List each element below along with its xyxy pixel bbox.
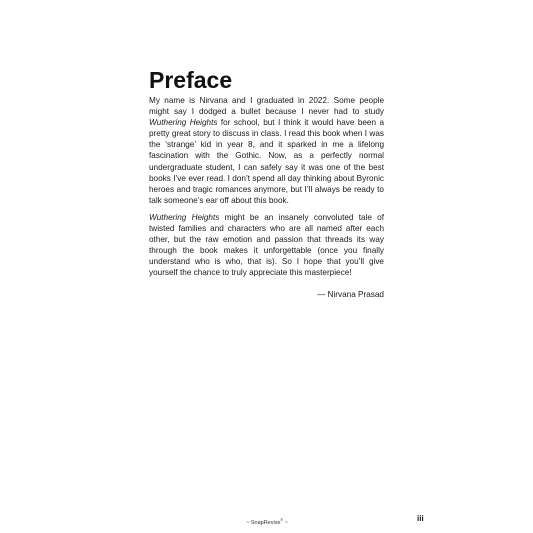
registered-mark: ® <box>280 518 284 522</box>
book-title: Wuthering Heights <box>149 212 220 222</box>
preface-paragraph-1 <box>149 95 384 206</box>
brand-footer <box>228 516 306 527</box>
preface-paragraph-2 <box>149 212 384 279</box>
author-signature: — Nirvana Prasad <box>317 289 384 299</box>
brand-tilde: ~ <box>283 519 288 526</box>
paragraph-1-rest: for school, but I think it would have been a pretty great story to discuss in class. I read this book when I was the ‘strange’ kid in year 8, and it sparked in me a lifelong fascination with the Gothic. Now, as a perfectly normal undergraduate student, I can safely say it was one of the best books I’ve ever read. I don’t spend all day thinking about Byronic heroes and tragic romances anymore, but I’ll always be ready to talk someone’s ear off about this book. <box>149 118 384 205</box>
brand-name: ~ SnapRevise <box>246 519 281 526</box>
book-title: Wuthering Heights <box>149 118 218 128</box>
page-footer <box>0 516 533 528</box>
page-number: iii <box>417 514 424 523</box>
paragraph-1-intro: My name is Nirvana and I graduated in 2022. Some people might say I dodged a bullet because I never had to study <box>149 96 384 117</box>
page-title: Preface <box>149 67 233 93</box>
preface-section <box>149 68 384 300</box>
paragraph-2-rest: might be an insanely convoluted tale of twisted families and characters who are all named after each other, but the raw emotion and passion that threads its way through the book makes it unforgettable (once you finally understand who is who, that is). So I hope that you’ll give yourself the chance to truly appreciate this masterpiece! <box>149 212 384 278</box>
